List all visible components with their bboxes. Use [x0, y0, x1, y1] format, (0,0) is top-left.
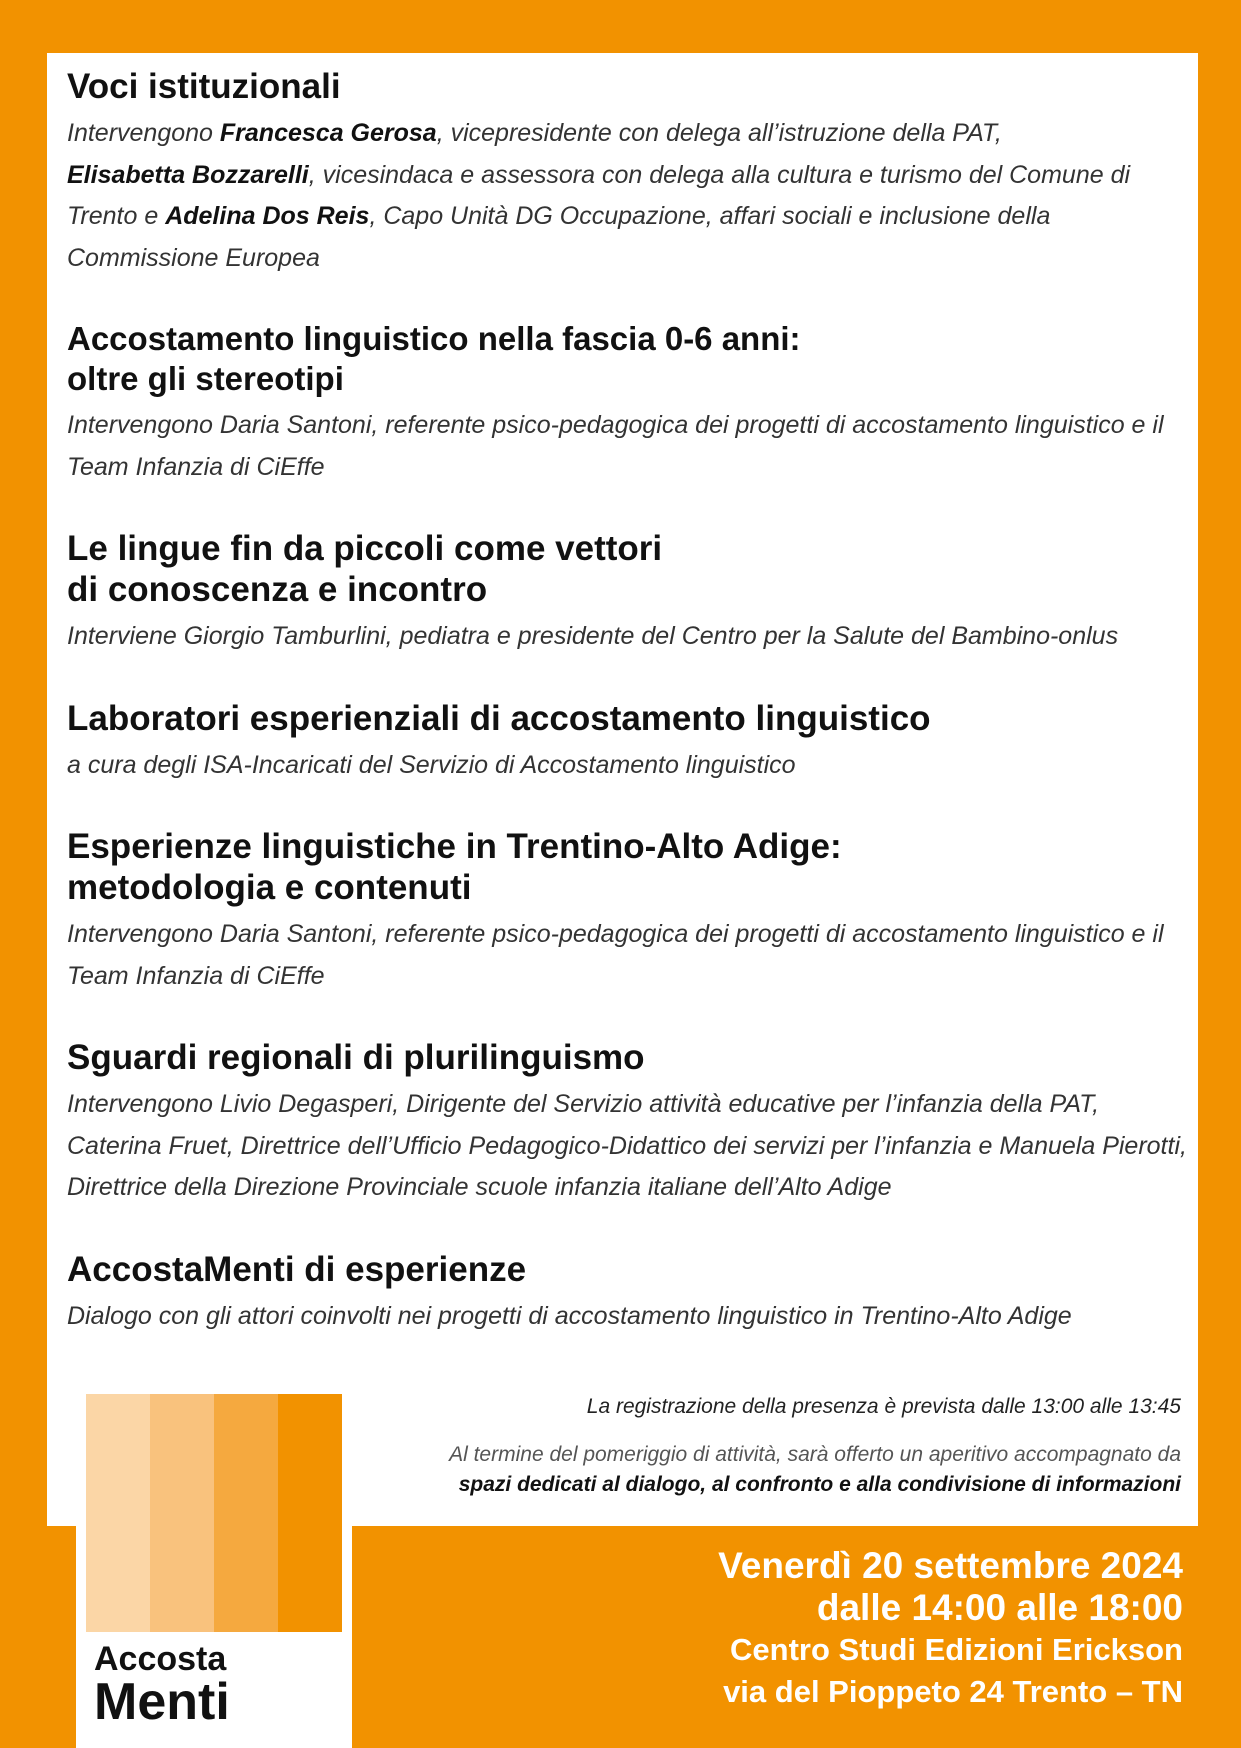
- section-title: [67, 528, 1187, 610]
- section-description: Intervengono Daria Santoni, referente psico-pedagogica dei progetti di accostamento linguistico e il Team Infanzia di CiEffe: [67, 920, 1164, 990]
- section-title-line: di conoscenza e incontro: [67, 570, 488, 609]
- section-title: [67, 826, 1187, 908]
- section-title: Laboratori esperienziali di accostamento linguistico: [67, 698, 931, 738]
- section-voci-istituzionali: [67, 66, 1187, 279]
- desc-text: Intervengono: [67, 119, 220, 147]
- section-title-line: Le lingue fin da piccoli come vettori: [67, 529, 663, 568]
- section-description: Dialogo con gli attori coinvolti nei progetti di accostamento linguistico in Trentino-Alto Adige: [67, 1301, 1072, 1330]
- section-description: [67, 113, 1187, 279]
- section-title-line: Accostamento linguistico nella fascia 0-6 anni:: [67, 320, 801, 357]
- logo-stripes: [86, 1394, 342, 1632]
- section-title-line: oltre gli stereotipi: [67, 360, 344, 397]
- event-date: Venerdì 20 settembre 2024: [718, 1545, 1183, 1586]
- event-time: dalle 14:00 alle 18:00: [816, 1587, 1183, 1628]
- section-title: Sguardi regionali di plurilinguismo: [67, 1038, 645, 1077]
- logo-stripe: [86, 1394, 150, 1632]
- section-title: [67, 319, 1187, 399]
- event-venue: Centro Studi Edizioni Erickson: [730, 1632, 1183, 1667]
- logo-wordmark: [94, 1640, 230, 1731]
- event-info: [718, 1545, 1183, 1713]
- event-notes: [449, 1392, 1181, 1500]
- section-lingue-fin-da-piccoli: [67, 528, 1187, 658]
- desc-text: , vicesindaca e assessora con delega alla cultura e turismo del Comune di Trento e: [67, 160, 1131, 230]
- aperitivo-highlight: spazi dedicati al dialogo, al confronto e alla condivisione di informazioni: [458, 1473, 1181, 1496]
- section-accostamento-0-6: [67, 319, 1187, 488]
- logo-stripe: [278, 1394, 342, 1632]
- logo-line-menti: Menti: [94, 1673, 230, 1731]
- section-laboratori: [67, 698, 1187, 787]
- logo-stripe: [150, 1394, 214, 1632]
- event-address: via del Pioppeto 24 Trento – TN: [723, 1674, 1183, 1709]
- section-description: a cura degli ISA-Incaricati del Servizio di Accostamento linguistico: [67, 750, 796, 779]
- section-esperienze-linguistiche: [67, 826, 1187, 997]
- program-list: [67, 66, 1187, 1377]
- logo-line-accosta: Accosta: [94, 1640, 227, 1678]
- aperitivo-note: Al termine del pomeriggio di attività, sarà offerto un aperitivo accompagnato da: [449, 1443, 1181, 1466]
- speaker-name: Adelina Dos Reis: [165, 202, 370, 230]
- section-title: Voci istituzionali: [67, 67, 341, 106]
- desc-text: , Capo Unità DG Occupazione, affari sociali e inclusione della Commissione Europea: [67, 202, 1051, 272]
- section-description: Intervengono Livio Degasperi, Dirigente del Servizio attività educative per l’infanzia della PAT, Caterina Fruet, Direttrice dell’Ufficio Pedagogico-Didattico dei servizi per l’infanzia e Manuela Pierotti, Direttrice della Direzione Provinciale scuole infanzia italiane dell’Alto Adige: [67, 1090, 1187, 1201]
- registration-note: La registrazione della presenza è prevista dalle 13:00 alle 13:45: [586, 1395, 1181, 1418]
- speaker-name: Francesca Gerosa: [219, 119, 437, 147]
- section-title: AccostaMenti di esperienze: [67, 1249, 527, 1289]
- section-accostamenti-di-esperienze: [67, 1249, 1187, 1338]
- section-description: Interviene Giorgio Tamburlini, pediatra e presidente del Centro per la Salute del Bambino-onlus: [67, 622, 1119, 650]
- speaker-name: Elisabetta Bozzarelli: [67, 160, 309, 189]
- section-description: Intervengono Daria Santoni, referente psico-pedagogica dei progetti di accostamento linguistico e il Team Infanzia di CiEffe: [67, 411, 1164, 481]
- logo-stripe: [214, 1394, 278, 1632]
- section-sguardi-regionali: [67, 1037, 1187, 1209]
- accostamenti-logo: [76, 1394, 352, 1748]
- section-title-line: Esperienze linguistiche in Trentino-Alto Adige:: [67, 827, 842, 866]
- section-title-line: metodologia e contenuti: [67, 868, 472, 907]
- desc-text: , vicepresidente con delega all’istruzione della PAT,: [436, 119, 1002, 147]
